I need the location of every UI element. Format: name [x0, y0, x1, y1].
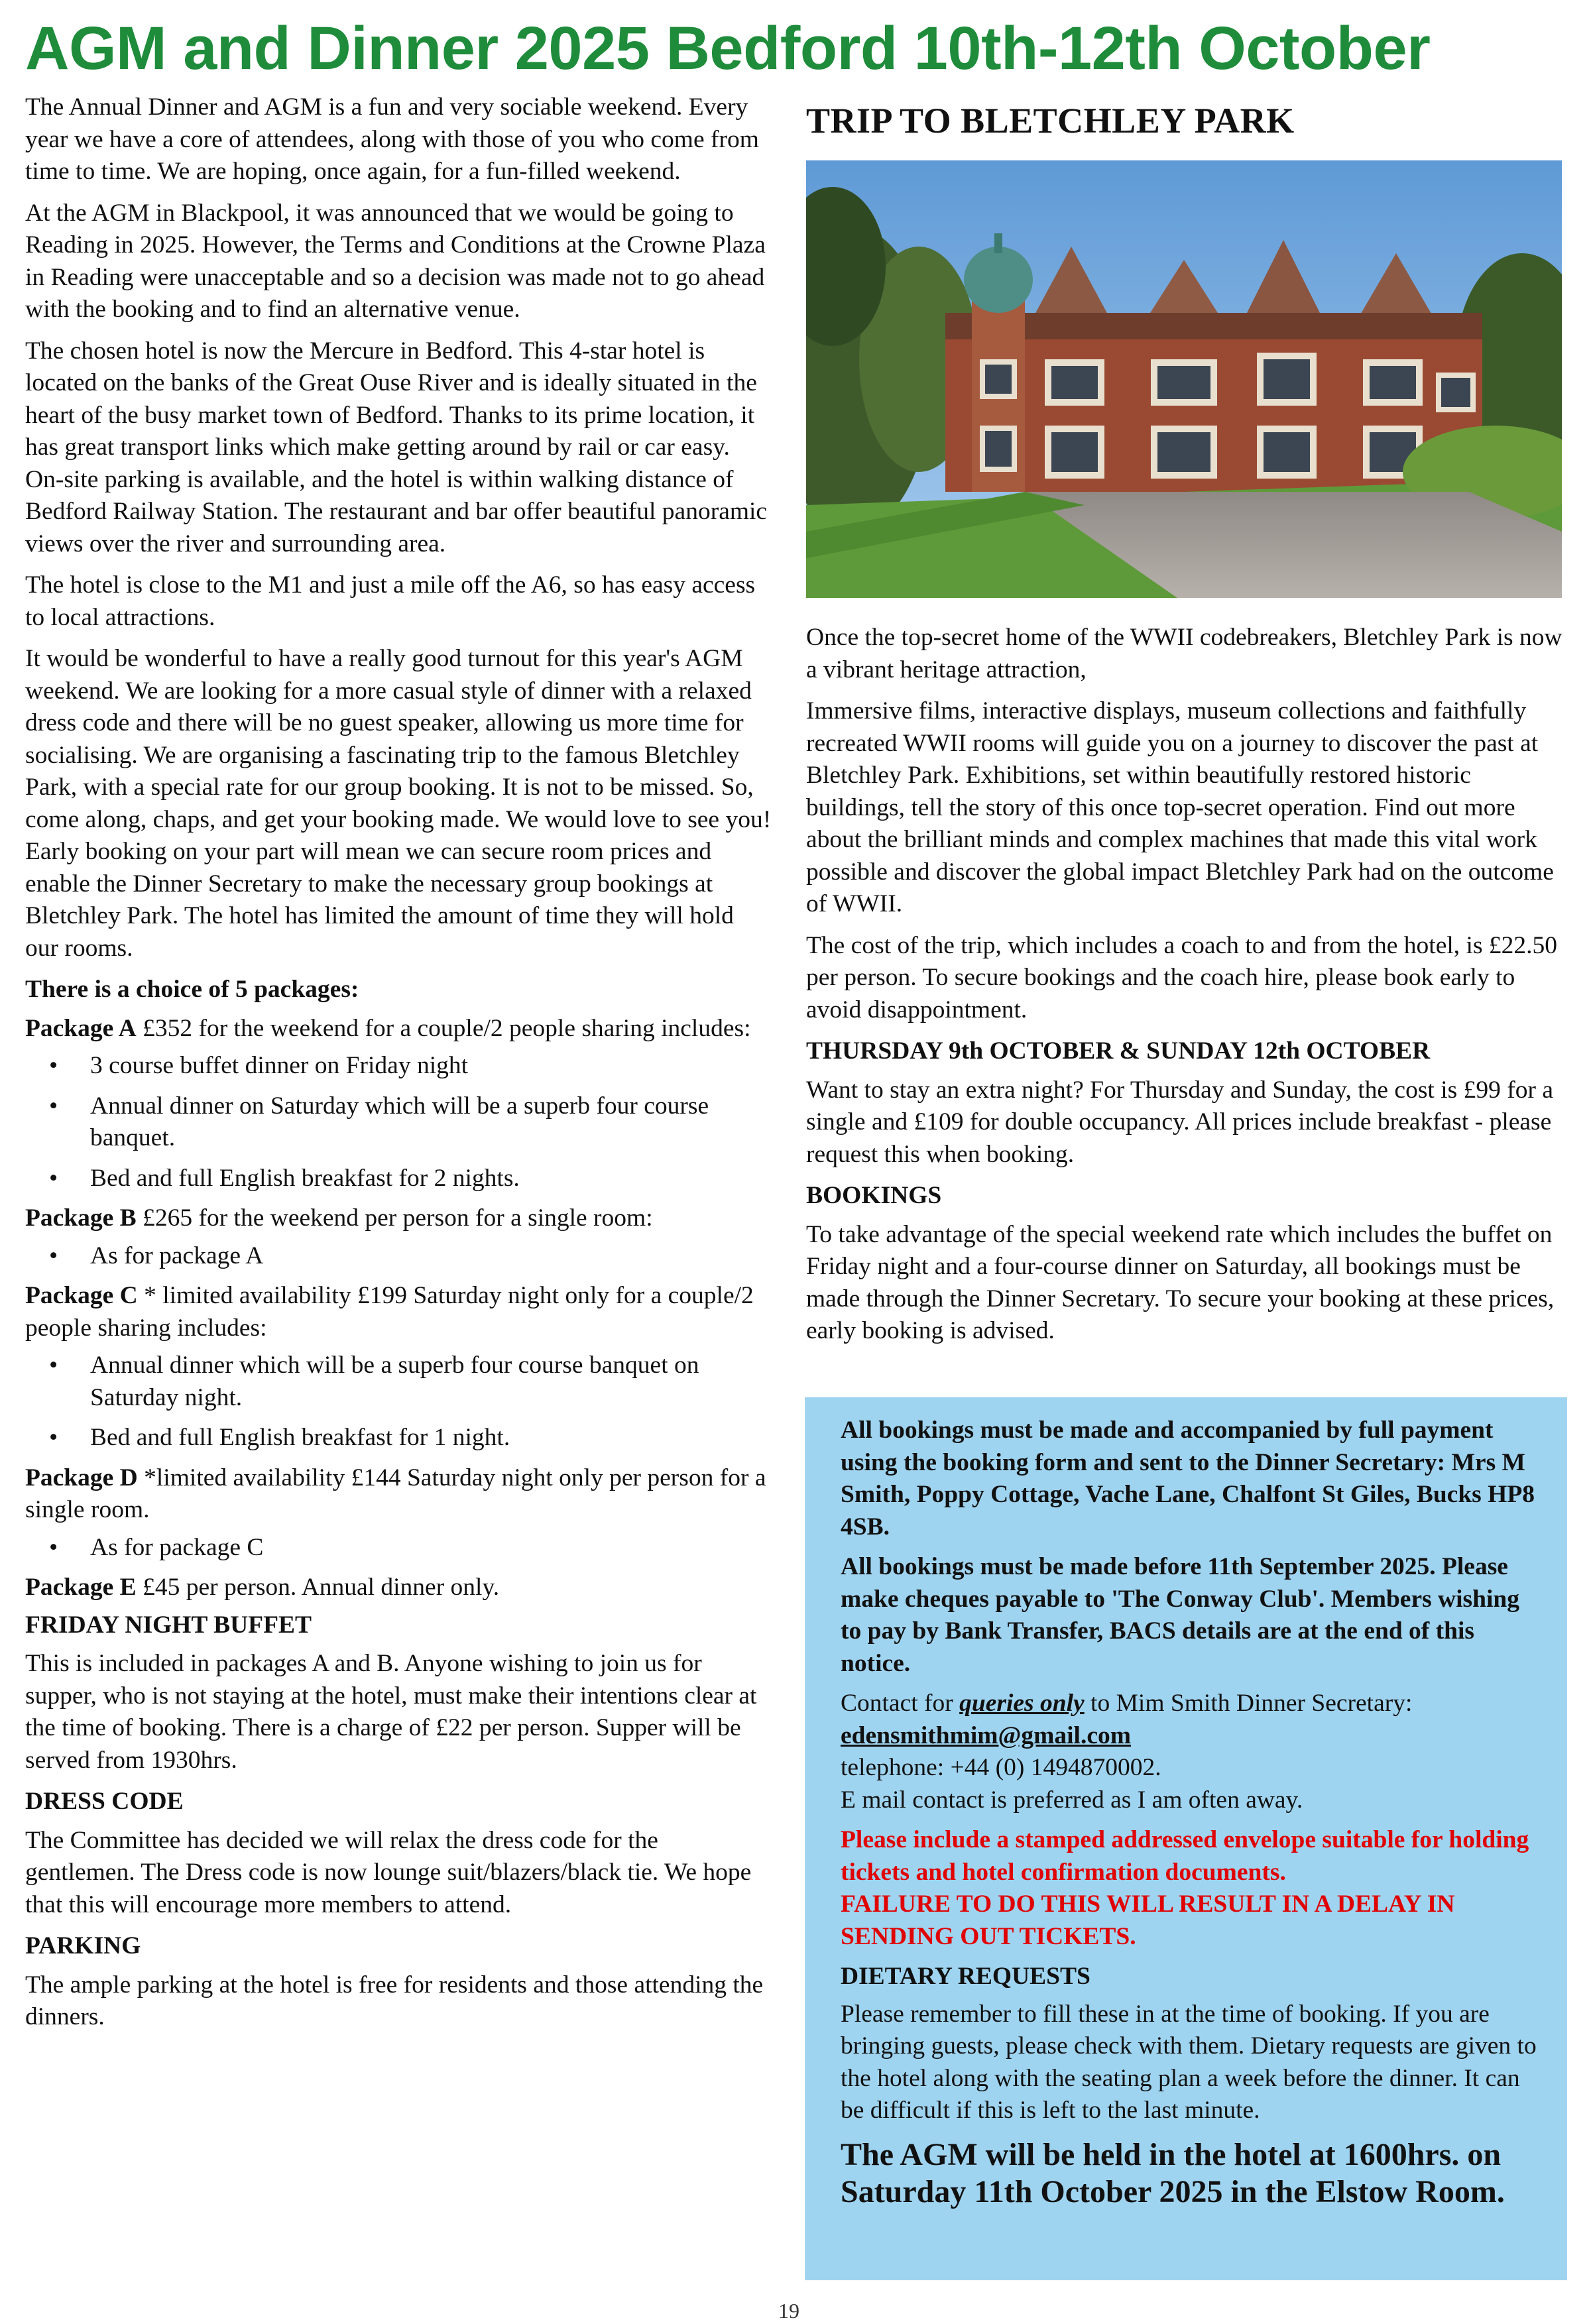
dietary-paragraph: Please remember to fill these in at the time of booking. If you are bringing guests, please check with them. Dietary requests are given to the hotel along with the seating plan a week before the dinner. It can be difficult if this is left to the last minute. [841, 2000, 1537, 2124]
package-c-label: Package C [25, 1282, 138, 1309]
contact-line [841, 1688, 1537, 1720]
package-e-label: Package E [25, 1574, 137, 1601]
booking-deadline-text: All bookings must be made before 11th September 2025. Please make cheques payable to 'The Conway Club'. Members wishing to pay by Bank Transfer, BACS details are at the end of this notice. [841, 1553, 1520, 1677]
package-c [25, 1280, 773, 1344]
turnout-paragraph: It would be wonderful to have a really good turnout for this year's AGM weekend. We are looking for a more casual style of dinner with a relaxed dress code and there will be no guest speaker, allowing us more time for socialising. We are organising a fascinating trip to the famous Bletchley Park, with a special rate for our group booking. It is not to be missed. So, come along, chaps, and get your booking made. We would love to see you! Early booking on your part will mean we can secure room prices and enable the Dinner Secretary to make the necessary group bookings at Bletchley Park. The hotel has limited the amount of time they will hold our rooms. [25, 645, 772, 962]
parking-heading: PARKING [25, 1932, 141, 1959]
left-column [25, 91, 773, 2043]
package-a [25, 1013, 773, 1045]
bookings-paragraph: To take advantage of the special weekend rate which includes the buffet on Friday night and a four-course dinner on Saturday, all bookings must be made through the Dinner Secretary. To secure your booking at these prices, early booking is advised. [806, 1220, 1555, 1344]
contact-suffix: to Mim Smith Dinner Secretary: [1084, 1690, 1413, 1717]
trip-cost-paragraph: The cost of the trip, which includes a coach to and from the hotel, is £22.50 per person. To secure bookings and the coach hire, please book early to avoid disappointment. [806, 931, 1558, 1023]
email-link[interactable]: edensmithmim@gmail.com [841, 1721, 1131, 1749]
buffet-paragraph: This is included in packages A and B. Anyone wishing to join us for supper, who is not staying at the hotel, must make their intentions clear at the time of booking. There is a charge of £22 per person. Supper will be served from 1930hrs. [25, 1650, 757, 1774]
list-item: • Annual dinner on Saturday which will be a superb four course banquet. [90, 1090, 773, 1155]
envelope-warning-text: Please include a stamped addressed envelope suitable for holding tickets and hotel confirmation documents. [841, 1826, 1529, 1886]
package-a-label: Package A [25, 1014, 137, 1042]
list-item: • Bed and full English breakfast for 1 night. [90, 1422, 773, 1454]
package-d [25, 1462, 773, 1527]
package-c-list [25, 1350, 773, 1454]
email-preference-text: E mail contact is preferred as I am often away. [841, 1786, 1303, 1814]
bletchley-park-photo [806, 160, 1562, 598]
parking-paragraph: The ample parking at the hotel is free for residents and those attending the dinners. [25, 1971, 764, 2030]
page-number: 19 [778, 2299, 799, 2323]
queries-only-text: queries only [959, 1690, 1085, 1717]
package-b-text: £265 for the weekend per person for a single room: [136, 1204, 653, 1232]
trip-intro-paragraph: Once the top-secret home of the WWII codebreakers, Bletchley Park is now a vibrant heritage attraction, [806, 624, 1562, 683]
extra-nights-heading: THURSDAY 9th OCTOBER & SUNDAY 12th OCTOBER [806, 1037, 1431, 1065]
package-b [25, 1202, 773, 1235]
booking-info-box [805, 1397, 1567, 2280]
package-e [25, 1572, 773, 1604]
venue-change-paragraph: At the AGM in Blackpool, it was announced that we would be going to Reading in 2025. However, the Terms and Conditions at the Crowne Plaza in Reading were unacceptable and so a decision was made not to go ahead with the booking and to find an alternative venue. [25, 199, 766, 323]
trip-heading: TRIP TO BLETCHLEY PARK [806, 101, 1295, 141]
packages-heading: There is a choice of 5 packages: [25, 976, 359, 1003]
buffet-heading: FRIDAY NIGHT BUFFET [25, 1611, 312, 1639]
list-item: • Annual dinner which will be a superb four course banquet on Saturday night. [90, 1350, 773, 1414]
extra-nights-paragraph: Want to stay an extra night? For Thursday and Sunday, the cost is £99 for a single and £109 for double occupancy. All prices include breakfast - please request this when booking. [806, 1076, 1553, 1168]
package-b-list [25, 1240, 773, 1273]
package-e-text: £45 per person. Annual dinner only. [136, 1574, 500, 1601]
package-d-text: *limited availability £144 Saturday night only per person for a single room. [25, 1464, 766, 1523]
trip-description-paragraph: Immersive films, interactive displays, museum collections and faithfully recreated WWII rooms will guide you on a journey to discover the past at Bletchley Park. Exhibitions, set within beautifully restored historic buildings, tell the story of this once top-secret operation. Find out more about the brilliant minds and complex machines that made this vital work possible and discover the global impact Bletchley Park had on the outcome of WWII. [806, 697, 1554, 917]
hotel-location-paragraph: The hotel is close to the M1 and just a mile off the A6, so has easy access to local attractions. [25, 571, 756, 631]
agm-notice: The AGM will be held in the hotel at 1600hrs. on Saturday 11th October 2025 in the Elstow Room. [841, 2136, 1505, 2209]
package-d-label: Package D [25, 1464, 138, 1491]
right-column [806, 99, 1566, 1357]
dress-code-paragraph: The Committee has decided we will relax the dress code for the gentlemen. The Dress code is now lounge suit/blazers/black tie. We hope that this will encourage more members to attend. [25, 1826, 752, 1918]
list-item: • As for package C [90, 1532, 773, 1564]
list-item: • 3 course buffet dinner on Friday night [90, 1050, 773, 1082]
delay-warning-text: FAILURE TO DO THIS WILL RESULT IN A DELAY IN SENDING OUT TICKETS. [841, 1890, 1455, 1950]
list-item: • As for package A [90, 1240, 773, 1273]
page-title: AGM and Dinner 2025 Bedford 10th-12th October [25, 15, 1431, 82]
telephone-text: telephone: +44 (0) 1494870002. [841, 1754, 1161, 1781]
hotel-description-paragraph: The chosen hotel is now the Mercure in Bedford. This 4-star hotel is located on the banks of the Great Ouse River and is ideally situated in the heart of the busy market town of Bedford. Thanks to its prime location, it has great transport links which make getting around by rail or car easy. On-site parking is available, and the hotel is within walking distance of Bedford Railway Station. The restaurant and bar offer beautiful panoramic views over the river and surrounding area. [25, 337, 768, 557]
dress-code-heading: DRESS CODE [25, 1788, 184, 1815]
dietary-heading: DIETARY REQUESTS [841, 1963, 1090, 1990]
bookings-heading: BOOKINGS [806, 1182, 942, 1209]
list-item: • Bed and full English breakfast for 2 nights. [90, 1163, 773, 1195]
intro-paragraph: The Annual Dinner and AGM is a fun and very sociable weekend. Every year we have a core of attendees, along with those of you who come from time to time. We are hoping, once again, for a fun-filled weekend. [25, 93, 759, 185]
package-a-text: £352 for the weekend for a couple/2 people sharing includes: [136, 1014, 751, 1042]
package-d-list [25, 1532, 773, 1564]
booking-requirements-text: All bookings must be made and accompanied by full payment using the booking form and sent to the Dinner Secretary: Mrs M Smith, Poppy Cottage, Vache Lane, Chalfont St Giles, Bucks HP8 4SB. [841, 1417, 1535, 1540]
contact-prefix: Contact for [841, 1690, 960, 1717]
package-a-list [25, 1050, 773, 1194]
package-c-text: * limited availability £199 Saturday night only for a couple/2 people sharing includes: [25, 1282, 754, 1342]
package-b-label: Package B [25, 1204, 137, 1232]
